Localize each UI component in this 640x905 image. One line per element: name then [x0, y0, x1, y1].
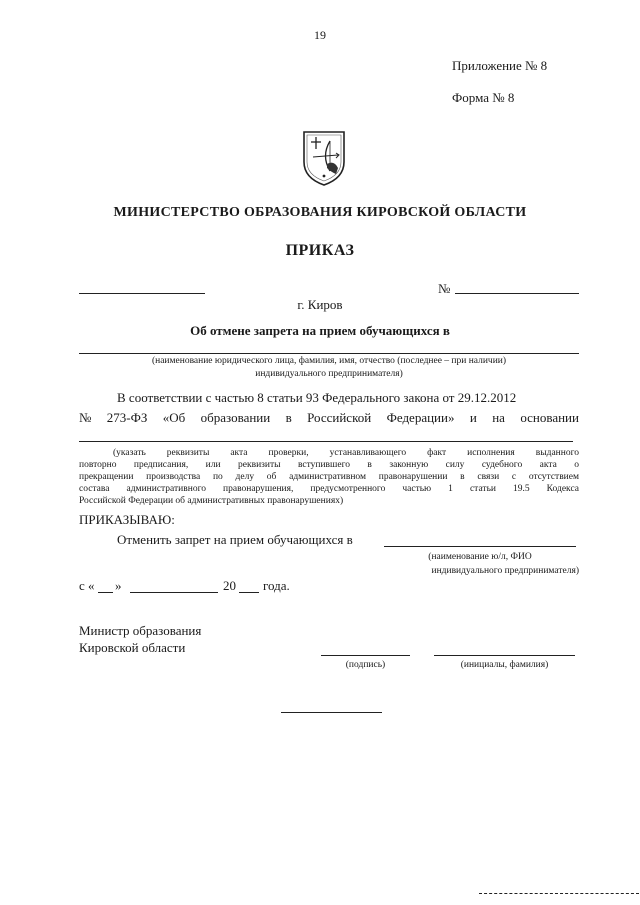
- order-word: ПРИКАЗЫВАЮ:: [79, 512, 175, 527]
- word: 273-ФЗ: [106, 410, 148, 425]
- details-caption-line: прекращении производства по делу об административном правонарушении в связи с отсутствием: [79, 472, 579, 482]
- kirov-oblast-coat-of-arms-icon: [300, 128, 348, 188]
- details-caption-line: (указать реквизиты акта проверки, устанавливающего факт исполнения выданного: [113, 448, 579, 458]
- form-label: Форма № 8: [452, 90, 515, 105]
- details-caption-line: Российской Федерации об административных правонарушениях): [79, 496, 344, 506]
- number-sign: №: [438, 281, 451, 296]
- word: образовании: [200, 410, 271, 425]
- details-caption-line: состава административного правонарушения, предусмотренного частью 1 статьи 19.5 Кодекса: [79, 484, 579, 494]
- page-number: 19: [314, 28, 326, 42]
- cancel-text: Отменить запрет на прием обучающихся в: [117, 532, 353, 547]
- word: основании: [520, 410, 579, 425]
- word: Российской: [307, 410, 372, 425]
- signer-title-line-1: Министр образования: [79, 623, 202, 638]
- bottom-edge-line: [479, 893, 639, 894]
- entity-blank-line: [79, 353, 579, 354]
- word: и: [469, 410, 477, 425]
- subject-heading: Об отмене запрета на прием обучающихся в: [190, 323, 450, 338]
- entity-caption-2: индивидуального предпринимателя): [255, 369, 403, 379]
- signature-blank-line: [321, 655, 410, 656]
- number-blank-line: [455, 293, 579, 294]
- ministry-title: МИНИСТЕРСТВО ОБРАЗОВАНИЯ КИРОВСКОЙ ОБЛАСТИ: [113, 205, 527, 220]
- org-caption-2: индивидуального предпринимателя): [431, 566, 579, 576]
- appendix-label: Приложение № 8: [452, 58, 548, 73]
- date-month-blank: [130, 592, 218, 593]
- date-day-blank: [98, 592, 113, 593]
- date-suffix: года.: [263, 578, 290, 593]
- date-year-blank: [239, 592, 259, 593]
- entity-caption-1: (наименование юридического лица, фамилия, имя, отчество (последнее – при наличии): [151, 356, 507, 366]
- details-caption: [79, 447, 579, 507]
- date-prefix: с «: [79, 578, 95, 593]
- name-blank-line: [434, 655, 575, 656]
- paragraph-line-1: В соответствии с частью 8 статьи 93 Федерального закона от 29.12.2012: [117, 390, 517, 405]
- word: «Об: [162, 410, 186, 425]
- word: на: [492, 410, 505, 425]
- word: Федерации»: [386, 410, 455, 425]
- word: №: [79, 410, 92, 425]
- document-type-title: ПРИКАЗ: [285, 242, 355, 259]
- details-blank-line: [79, 441, 573, 442]
- city-label: г. Киров: [297, 297, 343, 312]
- separator-line: [281, 712, 382, 713]
- date-quote-close: »: [115, 578, 122, 593]
- name-caption: (инициалы, фамилия): [460, 660, 549, 670]
- paragraph-line-2: [79, 410, 579, 426]
- org-blank-line: [384, 546, 576, 547]
- details-caption-line: повторно предписания, или реквизиты вступившего в законную силу судебного акта о: [79, 460, 579, 470]
- signature-caption: (подпись): [345, 660, 386, 670]
- date-blank-line: [79, 293, 205, 294]
- signer-title-line-2: Кировской области: [79, 640, 186, 655]
- org-caption-1: (наименование ю/л, ФИО: [428, 552, 532, 562]
- word: в: [285, 410, 292, 425]
- date-year-prefix: 20: [223, 578, 236, 593]
